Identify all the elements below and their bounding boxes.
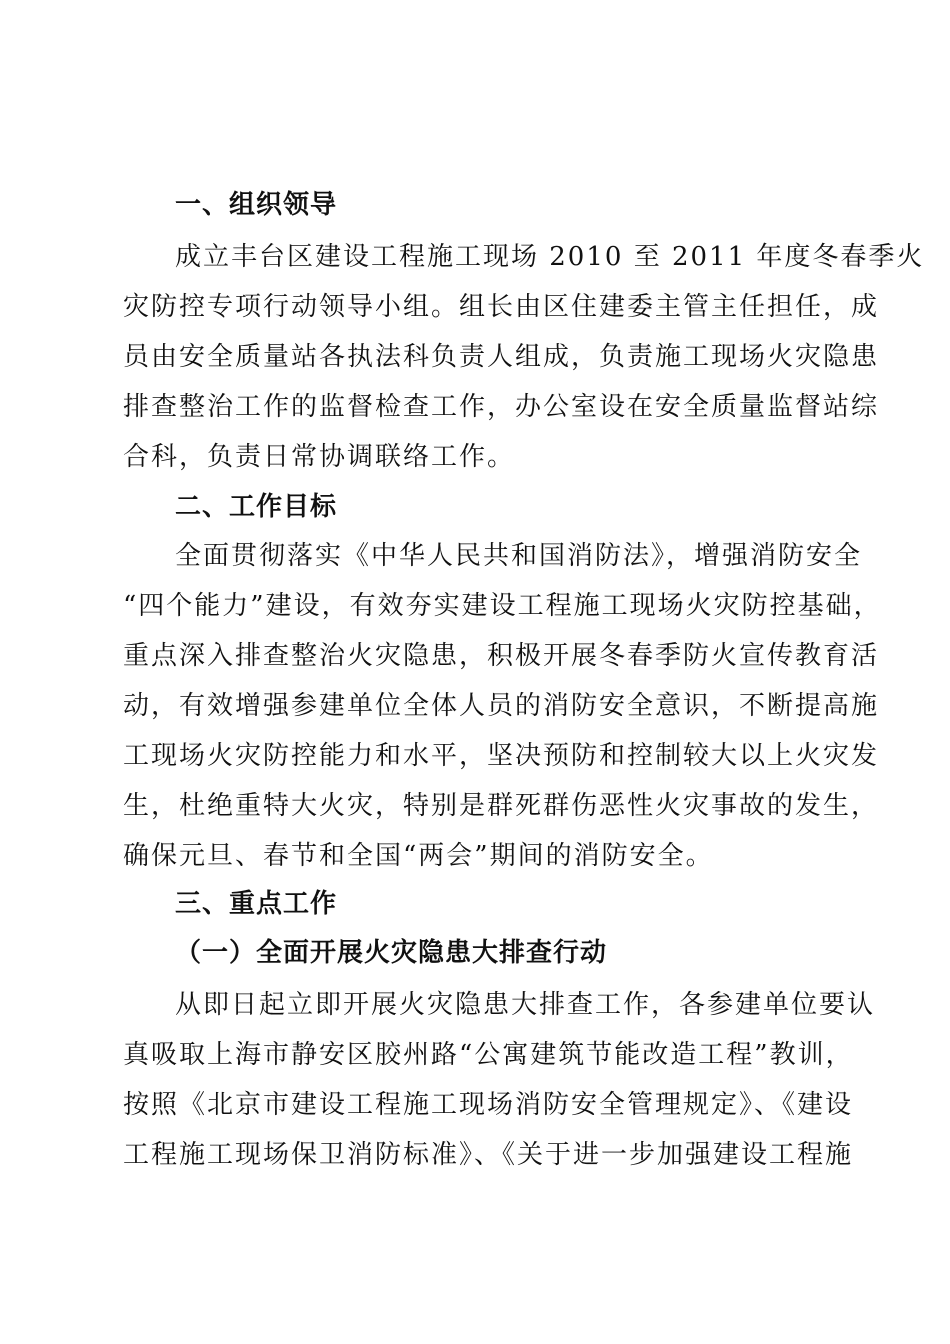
- paragraph-line: 真吸取上海市静安区胶州路“公寓建筑节能改造工程”教训，: [123, 1040, 854, 1070]
- paragraph-line: 成立丰台区建设工程施工现场 2010 至 2011 年度冬春季火: [175, 242, 925, 272]
- paragraph-line: 合科，负责日常协调联络工作。: [123, 442, 516, 472]
- subsection-heading: （一）全面开展火灾隐患大排查行动: [175, 938, 608, 968]
- section-heading: 三、重点工作: [175, 889, 338, 919]
- paragraph-line: 按照《北京市建设工程施工现场消防安全管理规定》、《建设: [123, 1090, 854, 1120]
- paragraph-line: 重点深入排查整治火灾隐患，积极开展冬春季防火宣传教育活: [123, 641, 880, 671]
- paragraph-line: “四个能力”建设，有效夯实建设工程施工现场火灾防控基础，: [123, 591, 882, 621]
- paragraph-line: 生，杜绝重特大火灾，特别是群死群伤恶性火灾事故的发生，: [123, 791, 880, 821]
- paragraph-line: 从即日起立即开展火灾隐患大排查工作，各参建单位要认: [175, 990, 876, 1020]
- section-heading: 二、工作目标: [175, 492, 338, 522]
- paragraph-line: 工现场火灾防控能力和水平，坚决预防和控制较大以上火灾发: [123, 741, 880, 771]
- paragraph-line: 排查整治工作的监督检查工作，办公室设在安全质量监督站综: [123, 392, 880, 422]
- paragraph-line: 确保元旦、春节和全国“两会”期间的消防安全。: [123, 841, 714, 871]
- paragraph-line: 全面贯彻落实《中华人民共和国消防法》，增强消防安全: [175, 541, 863, 571]
- paragraph-line: 灾防控专项行动领导小组。组长由区住建委主管主任担任，成: [123, 292, 880, 322]
- paragraph-line: 工程施工现场保卫消防标准》、《关于进一步加强建设工程施: [123, 1140, 854, 1170]
- paragraph-line: 动，有效增强参建单位全体人员的消防安全意识，不断提高施: [123, 691, 880, 721]
- paragraph-line: 员由安全质量站各执法科负责人组成，负责施工现场火灾隐患: [123, 342, 880, 372]
- section-heading: 一、组织领导: [175, 190, 338, 220]
